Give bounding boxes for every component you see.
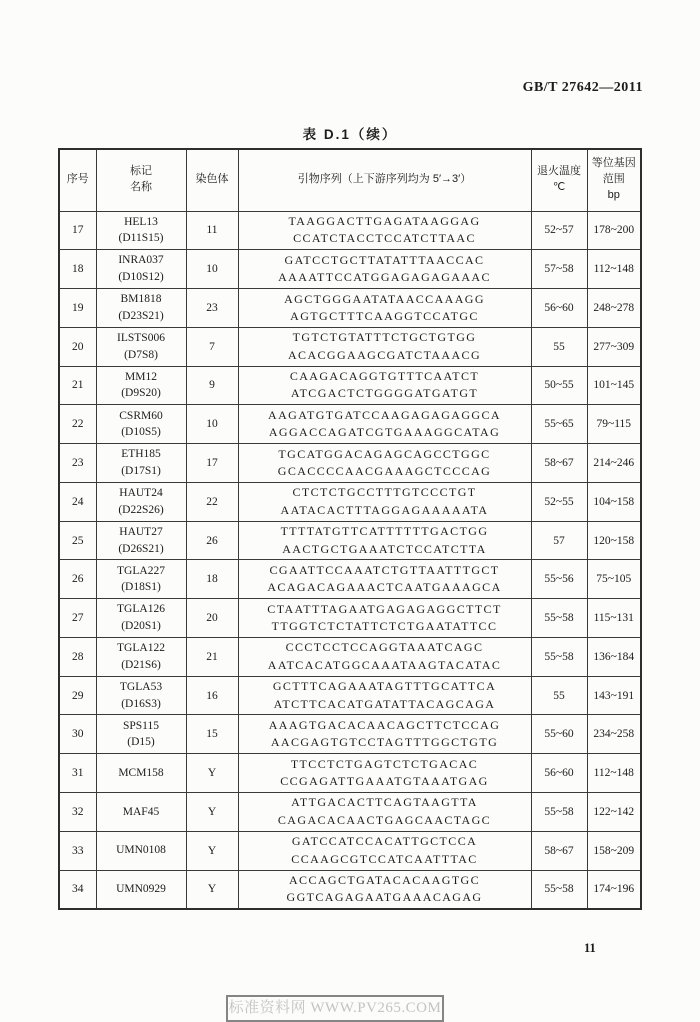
table-row [59, 831, 641, 870]
primer-sequence-cell [238, 792, 531, 831]
marker-name-cell [96, 327, 186, 366]
header-temp-line2: ℃ [552, 181, 566, 194]
primer-reverse: CCATCTACCTCCATCTTAAC [293, 231, 476, 246]
marker-name-cell [96, 366, 186, 405]
header-range-line2: 范围 [602, 173, 625, 186]
header-chromosome [186, 149, 238, 211]
chromosome-cell: 20 [186, 599, 238, 638]
allele-range-cell: 234~258 [587, 715, 641, 754]
allele-range-cell: 115~131 [587, 599, 641, 638]
chromosome-cell: 7 [186, 327, 238, 366]
allele-range-cell: 178~200 [587, 211, 641, 250]
annealing-temp-cell: 55~58 [531, 637, 587, 676]
row-number: 24 [59, 482, 96, 521]
marker-name: INRA037 [118, 254, 164, 267]
table-row [59, 754, 641, 793]
primer-sequence-cell [238, 831, 531, 870]
header-range-line1: 等位基因 [591, 157, 636, 170]
marker-name: HAUT27 [119, 525, 163, 538]
header-row [59, 149, 641, 211]
row-number: 27 [59, 599, 96, 638]
marker-name-cell [96, 637, 186, 676]
annealing-temp-cell: 52~55 [531, 482, 587, 521]
primer-reverse: GCACCCCAACGAAAGCTCCCAG [277, 463, 492, 478]
marker-name: HEL13 [124, 215, 158, 228]
marker-name: CSRM60 [119, 409, 163, 422]
chromosome-cell: Y [186, 792, 238, 831]
primer-sequence-cell [238, 676, 531, 715]
annealing-temp-cell: 55~58 [531, 792, 587, 831]
annealing-temp-cell: 55~58 [531, 599, 587, 638]
marker-name: MAF45 [122, 805, 160, 818]
marker-name: TGLA227 [117, 564, 165, 577]
marker-name: ILSTS006 [117, 332, 165, 344]
marker-name-cell [96, 599, 186, 638]
primer-reverse: AATCACATGGCAAATAAGTACATAC [267, 657, 502, 672]
primer-forward: TGCATGGACAGAGCAGCCTGGC [278, 446, 491, 461]
marker-name-cell [96, 715, 186, 754]
annealing-temp-cell: 58~67 [531, 831, 587, 870]
marker-name: MCM158 [118, 766, 164, 779]
row-number: 22 [59, 405, 96, 444]
marker-name-cell [96, 211, 186, 250]
marker-alias: (D20S1) [121, 620, 161, 633]
primer-reverse: AACGAGTGTCCTAGTTTGGCTGTG [270, 735, 499, 750]
primer-sequence-cell [238, 560, 531, 599]
primer-table [58, 148, 642, 910]
primer-sequence-cell [238, 444, 531, 483]
marker-alias: (D22S26) [118, 503, 164, 516]
marker-alias: (D21S6) [121, 658, 161, 671]
marker-name-cell [96, 870, 186, 909]
primer-forward: GATCCATCCACATTGCTCCA [291, 834, 478, 849]
primer-sequence-cell [238, 637, 531, 676]
row-number: 33 [59, 831, 96, 870]
primer-sequence-cell [238, 211, 531, 250]
primer-reverse: TTGGTCTCTATTCTCTGAATATTCC [271, 619, 498, 634]
primer-forward: CGAATTCCAAATCTGTTAATTTGCT [269, 562, 500, 577]
primer-sequence-cell [238, 482, 531, 521]
marker-name-cell [96, 560, 186, 599]
primer-reverse: CAGACACAACTGAGCAACTAGC [277, 812, 492, 827]
primer-forward: CTCTCTGCCTTTGTCCCTGT [292, 485, 477, 500]
row-number: 21 [59, 366, 96, 405]
table-row [59, 715, 641, 754]
header-primer-label: 引物序列（上下游序列均为 5′→3′） [297, 173, 472, 186]
row-number: 32 [59, 792, 96, 831]
standard-number: GB/T 27642—2011 [522, 80, 643, 95]
allele-range-cell: 112~148 [587, 754, 641, 793]
primer-sequence-cell [238, 870, 531, 909]
marker-name: TGLA126 [117, 603, 165, 616]
table-row [59, 366, 641, 405]
row-number: 23 [59, 444, 96, 483]
primer-reverse: AAAATTCCATGGAGAGAGAAAC [278, 270, 491, 285]
chromosome-cell: 22 [186, 482, 238, 521]
marker-name-cell [96, 676, 186, 715]
watermark-text: 标准资料网 WWW.PV265.COM [228, 1000, 442, 1016]
primer-forward: CAAGACAGGTGTTTCAATCT [289, 369, 480, 384]
annealing-temp-cell: 57 [531, 521, 587, 560]
marker-name-cell [96, 831, 186, 870]
row-number: 28 [59, 637, 96, 676]
table-row [59, 405, 641, 444]
header-no-label: 序号 [66, 173, 89, 186]
row-number: 19 [59, 289, 96, 328]
header-no [59, 149, 96, 211]
allele-range-cell: 122~142 [587, 792, 641, 831]
primer-sequence-cell [238, 405, 531, 444]
primer-forward: ATTGACACTTCAGTAAGTTA [291, 795, 478, 810]
header-temp-line1: 退火温度 [537, 165, 581, 178]
primer-sequence-cell [238, 327, 531, 366]
chromosome-cell: 17 [186, 444, 238, 483]
marker-alias: (D17S1) [121, 464, 161, 477]
annealing-temp-cell: 55~58 [531, 870, 587, 909]
allele-range-cell: 104~158 [587, 482, 641, 521]
marker-alias: (D10S12) [118, 271, 164, 284]
chromosome-cell: 11 [186, 211, 238, 250]
allele-range-cell: 143~191 [587, 676, 641, 715]
chromosome-cell: 15 [186, 715, 238, 754]
table-header [59, 149, 641, 211]
allele-range-cell: 120~158 [587, 521, 641, 560]
header-chromosome-label: 染色体 [195, 173, 229, 186]
marker-alias: (D11S15) [118, 232, 164, 245]
marker-name-cell [96, 482, 186, 521]
primer-reverse: ACACGGAAGCGATCTAAACG [287, 347, 482, 362]
primer-sequence-cell [238, 754, 531, 793]
primer-forward: AAGATGTGATCCAAGAGAGAGGCA [268, 407, 501, 422]
allele-range-cell: 158~209 [587, 831, 641, 870]
marker-alias: (D7S8) [124, 348, 158, 361]
allele-range-cell: 136~184 [587, 637, 641, 676]
chromosome-cell: 23 [186, 289, 238, 328]
header-primer [238, 149, 531, 211]
allele-range-cell: 75~105 [587, 560, 641, 599]
marker-name: BM1818 [120, 293, 162, 306]
allele-range-cell: 112~148 [587, 250, 641, 289]
chromosome-cell: 26 [186, 521, 238, 560]
annealing-temp-cell: 57~58 [531, 250, 587, 289]
table-row [59, 211, 641, 250]
marker-name: TGLA122 [117, 642, 165, 655]
marker-alias: (D26S21) [118, 542, 164, 555]
primer-sequence-cell [238, 715, 531, 754]
chromosome-cell: 10 [186, 250, 238, 289]
marker-name: TGLA53 [119, 680, 163, 693]
marker-name: HAUT24 [119, 487, 163, 500]
chromosome-cell: 9 [186, 366, 238, 405]
primer-sequence-cell [238, 521, 531, 560]
annealing-temp-cell: 55~56 [531, 560, 587, 599]
allele-range-cell: 101~145 [587, 366, 641, 405]
header-marker-line2: 名称 [130, 181, 152, 194]
table-row [59, 637, 641, 676]
marker-alias: (D15) [127, 736, 155, 749]
marker-name-cell [96, 289, 186, 328]
annealing-temp-cell: 58~67 [531, 444, 587, 483]
row-number: 18 [59, 250, 96, 289]
table-row [59, 870, 641, 909]
table-row [59, 792, 641, 831]
row-number: 34 [59, 870, 96, 909]
table-row [59, 327, 641, 366]
primer-sequence-cell [238, 289, 531, 328]
annealing-temp-cell: 55~60 [531, 715, 587, 754]
chromosome-cell: Y [186, 870, 238, 909]
primer-forward: TTCCTCTGAGTCTCTGACAC [290, 756, 479, 771]
annealing-temp-cell: 52~57 [531, 211, 587, 250]
table-title: 表 D.1（续） [302, 127, 398, 142]
primer-sequence-cell [238, 599, 531, 638]
table-row [59, 444, 641, 483]
table-body [59, 211, 641, 909]
primer-forward: CCCTCCTCCAGGTAAATCAGC [285, 640, 484, 655]
row-number: 30 [59, 715, 96, 754]
table-row [59, 521, 641, 560]
marker-name-cell [96, 754, 186, 793]
annealing-temp-cell: 55~65 [531, 405, 587, 444]
marker-alias: (D16S3) [121, 697, 161, 710]
header-temp [531, 149, 587, 211]
primer-reverse: CCGAGATTGAAATGTAAATGAG [280, 774, 489, 789]
primer-sequence-cell [238, 250, 531, 289]
table-row [59, 289, 641, 328]
row-number: 29 [59, 676, 96, 715]
primer-reverse: ATCTTCACATGATATTACAGCAGA [273, 696, 496, 711]
header-marker [96, 149, 186, 211]
primer-reverse: AACTGCTGAAATCTCCATCTTA [282, 541, 487, 556]
chromosome-cell: 16 [186, 676, 238, 715]
row-number: 17 [59, 211, 96, 250]
table-row [59, 250, 641, 289]
marker-name: ETH185 [121, 448, 161, 461]
annealing-temp-cell: 55 [531, 676, 587, 715]
marker-alias: (D18S1) [121, 581, 161, 594]
chromosome-cell: 21 [186, 637, 238, 676]
header-range [587, 149, 641, 211]
primer-forward: ACCAGCTGATACACAAGTGC [288, 872, 481, 887]
primer-forward: CTAATTTAGAATGAGAGAGGCTTCT [267, 601, 502, 616]
marker-name: UMN0929 [116, 882, 166, 895]
primer-reverse: ATCGACTCTGGGGATGATGT [290, 386, 479, 401]
primer-reverse: CCAAGCGTCCATCAATTTAC [291, 851, 478, 866]
primer-sequence-cell [238, 366, 531, 405]
row-number: 25 [59, 521, 96, 560]
table-row [59, 599, 641, 638]
page-number: 11 [584, 941, 596, 955]
row-number: 31 [59, 754, 96, 793]
annealing-temp-cell: 55 [531, 327, 587, 366]
allele-range-cell: 277~309 [587, 327, 641, 366]
chromosome-cell: 18 [186, 560, 238, 599]
annealing-temp-cell: 56~60 [531, 754, 587, 793]
marker-alias: (D23S21) [118, 309, 164, 322]
primer-reverse: AGTGCTTTCAAGGTCCATGC [290, 308, 479, 323]
primer-forward: TGTCTGTATTTCTGCTGTGG [292, 330, 477, 345]
annealing-temp-cell: 50~55 [531, 366, 587, 405]
table-row [59, 482, 641, 521]
allele-range-cell: 174~196 [587, 870, 641, 909]
marker-alias: (D10S5) [121, 426, 161, 439]
primer-forward: AGCTGGGAATATAACCAAAGG [284, 291, 485, 306]
primer-forward: AAAGTGACACAACAGCTTCTCCAG [268, 717, 501, 732]
primer-reverse: ACAGACAGAAACTCAATGAAAGCA [267, 580, 502, 595]
chromosome-cell: Y [186, 831, 238, 870]
header-range-line3: bp [607, 189, 620, 202]
marker-name: SPS115 [122, 719, 159, 732]
table-row [59, 560, 641, 599]
primer-reverse: GGTCAGAGAATGAAACAGAG [286, 890, 483, 905]
marker-name-cell [96, 250, 186, 289]
marker-name-cell [96, 444, 186, 483]
primer-forward: TTTTATGTTCATTTTTTGACTGG [280, 524, 489, 539]
primer-reverse: AATACACTTTAGGAGAAAAATA [280, 502, 489, 517]
table-row [59, 676, 641, 715]
primer-reverse: AGGACCAGATCGTGAAAGGCATAG [268, 425, 501, 440]
marker-name-cell [96, 405, 186, 444]
primer-forward: GCTTTCAGAAATAGTTTGCATTCA [272, 679, 497, 694]
primer-forward: GATCCTGCTTATATTTAACCAC [284, 252, 485, 267]
annealing-temp-cell: 56~60 [531, 289, 587, 328]
marker-alias: (D9S20) [121, 387, 161, 400]
row-number: 26 [59, 560, 96, 599]
marker-name: MM12 [125, 370, 157, 383]
marker-name-cell [96, 792, 186, 831]
marker-name: UMN0108 [116, 844, 166, 857]
header-marker-line1: 标记 [130, 165, 152, 178]
row-number: 20 [59, 327, 96, 366]
chromosome-cell: Y [186, 754, 238, 793]
primer-forward: TAAGGACTTGAGATAAGGAG [288, 213, 481, 228]
allele-range-cell: 79~115 [587, 405, 641, 444]
marker-name-cell [96, 521, 186, 560]
chromosome-cell: 10 [186, 405, 238, 444]
watermark [226, 995, 444, 1022]
allele-range-cell: 248~278 [587, 289, 641, 328]
allele-range-cell: 214~246 [587, 444, 641, 483]
